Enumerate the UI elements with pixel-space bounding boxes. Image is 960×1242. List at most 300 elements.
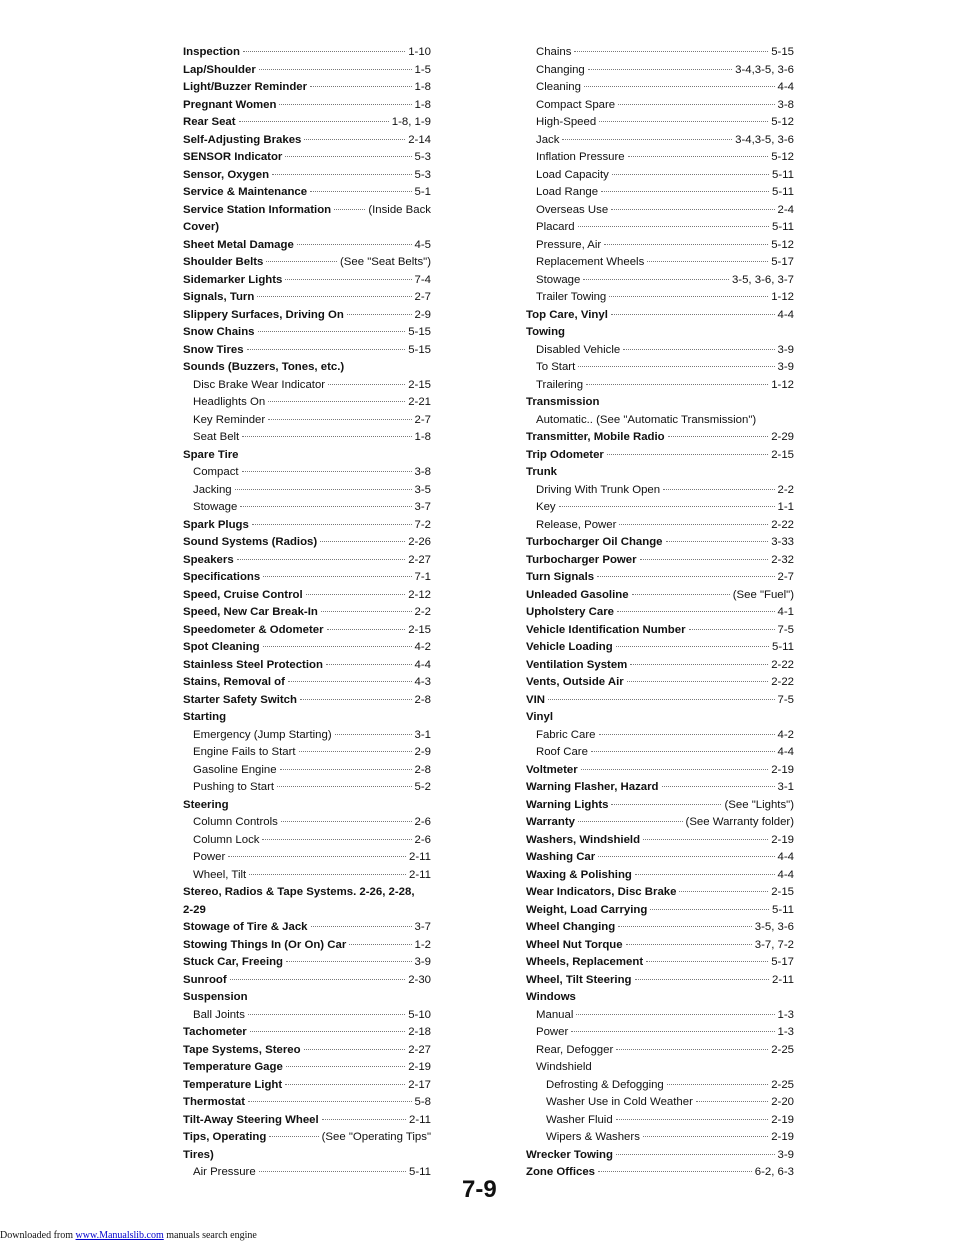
- page-reference: 2-15: [771, 886, 794, 898]
- leader-dots: [586, 384, 768, 385]
- index-term: Sounds (Buzzers, Tones, etc.): [183, 361, 345, 373]
- index-entry: [526, 674, 794, 692]
- leader-dots: [268, 401, 405, 402]
- index-term: Top Care, Vinyl: [526, 308, 608, 321]
- page-reference: 5-11: [772, 221, 794, 233]
- page-reference: 3-1: [777, 781, 794, 793]
- index-term: Compact Spare: [536, 98, 616, 111]
- leader-dots: [611, 804, 721, 805]
- page-reference: 5-1: [414, 186, 431, 198]
- leader-dots: [562, 139, 732, 140]
- leader-dots: [327, 629, 406, 630]
- page-reference: 3-9: [777, 343, 794, 356]
- page-reference: 2-11: [409, 868, 431, 881]
- index-entry: [526, 394, 794, 412]
- page-reference: 2-15: [408, 623, 431, 636]
- index-term: Wheel, Tilt Steering: [526, 973, 632, 986]
- page-reference: 4-4: [777, 851, 794, 863]
- index-term: Towing: [526, 326, 566, 338]
- index-term: Wrecker Towing: [526, 1148, 613, 1161]
- index-term: Signals, Turn: [183, 291, 255, 303]
- index-term: Sunroof: [183, 973, 227, 986]
- index-entry: [526, 569, 794, 587]
- page-reference: 7-2: [414, 518, 431, 531]
- page-reference: 4-3: [414, 676, 431, 688]
- leader-dots: [322, 1119, 406, 1120]
- index-entry: [183, 132, 431, 150]
- page-reference: 2-8: [414, 763, 431, 776]
- index-term: Tires): [183, 1148, 214, 1161]
- page-reference: 5-11: [409, 1166, 431, 1178]
- leader-dots: [310, 191, 411, 192]
- page-reference: 2-19: [771, 763, 794, 776]
- leader-dots: [320, 541, 405, 542]
- index-entry: [183, 639, 431, 657]
- page-reference: 2-11: [409, 851, 431, 863]
- index-entry: [183, 1042, 431, 1060]
- leader-dots: [243, 51, 405, 52]
- index-entry: [183, 727, 431, 745]
- index-term: Stowage: [536, 273, 581, 286]
- page-reference: 2-8: [414, 693, 431, 706]
- leader-dots: [635, 874, 775, 875]
- index-term: Spark Plugs: [183, 518, 249, 531]
- index-entry: [526, 219, 794, 237]
- index-entry: [526, 307, 794, 325]
- index-term: Light/Buzzer Reminder: [183, 81, 308, 93]
- index-term: Lap/Shoulder: [183, 63, 256, 76]
- page-reference: 2-19: [408, 1061, 431, 1073]
- leader-dots: [228, 856, 406, 857]
- index-entry: [183, 97, 431, 115]
- leader-dots: [247, 349, 406, 350]
- page-reference: 5-3: [414, 151, 431, 163]
- index-term: Wear Indicators, Disc Brake: [526, 886, 677, 898]
- index-term: Key Reminder: [193, 413, 266, 426]
- index-term: 2-29: [183, 903, 206, 916]
- page-reference: 2-11: [409, 1113, 431, 1126]
- index-term: Chains: [536, 46, 572, 58]
- page-reference: (See "Fuel"): [732, 588, 794, 601]
- index-entry: [183, 1077, 431, 1095]
- index-term: Load Capacity: [536, 168, 609, 181]
- index-entry: [183, 937, 431, 955]
- page-reference: 1-2: [414, 938, 431, 951]
- leader-dots: [259, 69, 412, 70]
- index-term: Release, Power: [536, 518, 617, 531]
- index-entry: [526, 902, 794, 920]
- leader-dots: [263, 576, 411, 577]
- leader-dots: [230, 979, 406, 980]
- leader-dots: [548, 699, 775, 700]
- index-entry: [183, 307, 431, 325]
- index-term: Slippery Surfaces, Driving On: [183, 308, 344, 321]
- page-reference: 3-5: [414, 483, 431, 496]
- index-term: Rear, Defogger: [536, 1043, 614, 1056]
- index-term: Sensor, Oxygen: [183, 168, 270, 181]
- index-entry: [183, 482, 431, 500]
- page-reference: 5-12: [771, 151, 794, 163]
- index-term: Pregnant Women: [183, 98, 277, 111]
- footer-suffix: manuals search engine: [163, 1230, 257, 1241]
- index-entry: [526, 867, 794, 885]
- index-entry: [183, 884, 431, 902]
- leader-dots: [583, 279, 729, 280]
- page-reference: 4-4: [414, 658, 431, 671]
- index-entry: [526, 1094, 794, 1112]
- leader-dots: [623, 349, 774, 350]
- page-reference: 5-11: [772, 903, 794, 916]
- leader-dots: [311, 926, 412, 927]
- index-entry: [526, 587, 794, 605]
- index-entry: [183, 587, 431, 605]
- index-entry: [526, 184, 794, 202]
- index-term: Driving With Trunk Open: [536, 483, 661, 496]
- leader-dots: [240, 506, 411, 507]
- index-term: Wipers & Washers: [546, 1131, 640, 1143]
- footer-prefix: Downloaded from: [0, 1230, 76, 1241]
- index-entry: [183, 429, 431, 447]
- leader-dots: [304, 139, 405, 140]
- leader-dots: [599, 121, 768, 122]
- index-term: Jack: [536, 133, 560, 146]
- page-reference: 3-7, 7-2: [754, 938, 794, 951]
- index-entry: [183, 972, 431, 990]
- index-term: Sidemarker Lights: [183, 273, 283, 286]
- index-entry: [526, 237, 794, 255]
- page-reference: 1-10: [408, 46, 431, 58]
- leader-dots: [285, 1084, 405, 1085]
- leader-dots: [612, 174, 769, 175]
- index-entry: [526, 149, 794, 167]
- index-entry: [183, 412, 431, 430]
- index-term: Spare Tire: [183, 448, 239, 461]
- index-term: Transmission: [526, 396, 600, 408]
- index-entry: [183, 534, 431, 552]
- page-reference: 2-27: [408, 1043, 431, 1056]
- index-term: Transmitter, Mobile Radio: [526, 431, 665, 443]
- page-reference: 5-3: [414, 168, 431, 181]
- index-term: Turbocharger Oil Change: [526, 536, 663, 548]
- page-reference: 5-2: [414, 781, 431, 793]
- leader-dots: [581, 769, 768, 770]
- page-reference: 4-2: [777, 728, 794, 741]
- leader-dots: [306, 594, 406, 595]
- index-term: Windows: [526, 991, 576, 1003]
- index-entry: [526, 604, 794, 622]
- leader-dots: [328, 384, 405, 385]
- index-term: Starter Safety Switch: [183, 693, 297, 706]
- leader-dots: [616, 646, 769, 647]
- index-term: Washer Use in Cold Weather: [546, 1096, 693, 1108]
- index-term: Turbocharger Power: [526, 553, 637, 566]
- index-entry: [526, 499, 794, 517]
- index-entry: [526, 377, 794, 395]
- index-entry: [183, 202, 431, 220]
- index-term: Zone Offices: [526, 1166, 595, 1178]
- page-reference: 2-2: [777, 483, 794, 496]
- page-reference: 4-4: [777, 868, 794, 881]
- index-entry: [183, 114, 431, 132]
- leader-dots: [607, 454, 768, 455]
- leader-dots: [609, 296, 768, 297]
- page-reference: 3-8: [414, 466, 431, 478]
- leader-dots: [588, 69, 732, 70]
- leader-dots: [604, 244, 768, 245]
- index-term: VIN: [526, 693, 545, 706]
- index-entry: [183, 394, 431, 412]
- index-term: Defrosting & Defogging: [546, 1078, 664, 1091]
- leader-dots: [616, 1049, 768, 1050]
- page-reference: 2-19: [771, 1131, 794, 1143]
- index-entry: [526, 727, 794, 745]
- index-entry: [526, 814, 794, 832]
- index-entry: [526, 202, 794, 220]
- leader-dots: [250, 1031, 405, 1032]
- index-entry: [183, 692, 431, 710]
- leader-dots: [597, 576, 774, 577]
- page-reference: 2-17: [408, 1078, 431, 1091]
- index-term: Jacking: [193, 483, 232, 496]
- page-reference: 2-12: [408, 588, 431, 601]
- index-entry: [183, 167, 431, 185]
- page-reference: 2-19: [771, 833, 794, 846]
- page-reference: 3-9: [777, 361, 794, 373]
- leader-dots: [571, 1031, 774, 1032]
- index-entry: [183, 657, 431, 675]
- leader-dots: [578, 226, 769, 227]
- leader-dots: [601, 191, 769, 192]
- index-entry: [526, 762, 794, 780]
- leader-dots: [696, 1101, 768, 1102]
- page-reference: 1-8: [414, 431, 431, 443]
- page-reference: 2-25: [771, 1078, 794, 1091]
- page-reference: 4-4: [777, 81, 794, 93]
- page-reference: 1-8: [414, 98, 431, 111]
- index-term: Weight, Load Carrying: [526, 903, 648, 916]
- page-reference: 5-15: [408, 343, 431, 356]
- index-entry: [526, 552, 794, 570]
- page-reference: 1-8, 1-9: [391, 116, 431, 128]
- index-term: Gasoline Engine: [193, 763, 277, 776]
- leader-dots: [266, 261, 337, 262]
- index-entry: [526, 657, 794, 675]
- index-term: Snow Chains: [183, 326, 255, 338]
- leader-dots: [662, 786, 775, 787]
- page-reference: 5-17: [771, 256, 794, 268]
- page-reference: 3-5, 3-6, 3-7: [731, 273, 794, 286]
- leader-dots: [616, 1154, 775, 1155]
- leader-dots: [299, 751, 412, 752]
- page-reference: 2-6: [414, 816, 431, 828]
- index-term: Wheel, Tilt: [193, 868, 247, 881]
- index-entry: [183, 324, 431, 342]
- index-entry: [183, 447, 431, 465]
- page-reference: 5-15: [771, 46, 794, 58]
- leader-dots: [598, 856, 774, 857]
- index-entry: [183, 1112, 431, 1130]
- leader-dots: [248, 1101, 412, 1102]
- index-entry: [526, 62, 794, 80]
- index-entry: [526, 464, 794, 482]
- index-term: Stainless Steel Protection: [183, 658, 323, 671]
- index-entry: [183, 919, 431, 937]
- page-reference: 2-21: [408, 396, 431, 408]
- index-term: High-Speed: [536, 116, 597, 128]
- index-entry: [183, 902, 431, 920]
- page-reference: 4-4: [777, 308, 794, 321]
- index-entry: [183, 1059, 431, 1077]
- page-reference: 3-1: [414, 728, 431, 741]
- leader-dots: [576, 1014, 774, 1015]
- index-term: Disabled Vehicle: [536, 343, 621, 356]
- index-entry: [183, 62, 431, 80]
- leader-dots: [268, 419, 411, 420]
- index-term: Tape Systems, Stereo: [183, 1043, 301, 1056]
- leader-dots: [263, 646, 412, 647]
- index-entry: [183, 674, 431, 692]
- index-term: Power: [536, 1026, 569, 1038]
- page-reference: 4-5: [414, 238, 431, 251]
- index-term: Ventilation System: [526, 658, 628, 671]
- index-term: Inspection: [183, 46, 240, 58]
- index-term: Stowage: [193, 501, 238, 513]
- page-reference: 2-25: [771, 1043, 794, 1056]
- leader-dots: [628, 156, 769, 157]
- leader-dots: [321, 611, 412, 612]
- page-reference: 5-17: [771, 956, 794, 968]
- leader-dots: [599, 734, 775, 735]
- index-entry: [526, 779, 794, 797]
- index-entry: [183, 1147, 431, 1165]
- leader-dots: [668, 436, 769, 437]
- index-term: Washer Fluid: [546, 1113, 613, 1126]
- page-reference: 5-10: [408, 1008, 431, 1021]
- leader-dots: [349, 944, 411, 945]
- leader-dots: [334, 209, 365, 210]
- index-entry: [183, 464, 431, 482]
- page-reference: 3-4,3-5, 3-6: [735, 133, 794, 146]
- index-entry: [526, 272, 794, 290]
- page-reference: 1-3: [777, 1008, 794, 1021]
- leader-dots: [598, 1171, 752, 1172]
- page-reference: 3-8: [777, 98, 794, 111]
- index-term: Shoulder Belts: [183, 256, 264, 268]
- index-term: Headlights On: [193, 396, 266, 408]
- index-entry: [526, 97, 794, 115]
- index-entry: [526, 412, 794, 430]
- index-entry: [183, 44, 431, 62]
- index-entry: [183, 79, 431, 97]
- index-term: Suspension: [183, 991, 248, 1003]
- page-reference: 7-1: [414, 571, 431, 583]
- index-term: Speed, New Car Break-In: [183, 606, 318, 618]
- page-reference: 3-4,3-5, 3-6: [735, 63, 794, 76]
- page-reference: (Inside Back: [368, 203, 431, 216]
- index-entry: [526, 832, 794, 850]
- page-reference: 1-8: [414, 81, 431, 93]
- leader-dots: [632, 594, 730, 595]
- leader-dots: [647, 261, 768, 262]
- index-term: Tips, Operating: [183, 1131, 267, 1143]
- index-term: Vehicle Loading: [526, 641, 613, 653]
- index-entry: [526, 1112, 794, 1130]
- page-reference: 4-1: [777, 606, 794, 618]
- leader-dots: [286, 1066, 405, 1067]
- leader-dots: [242, 436, 411, 437]
- index-term: Vents, Outside Air: [526, 676, 624, 688]
- index-term: Stuck Car, Freeing: [183, 956, 284, 968]
- index-entry: [526, 44, 794, 62]
- index-term: Vehicle Identification Number: [526, 623, 686, 636]
- index-entry: [183, 867, 431, 885]
- index-term: Speakers: [183, 553, 234, 566]
- page-reference: (See "Operating Tips": [321, 1131, 431, 1143]
- index-term: Stowage of Tire & Jack: [183, 921, 308, 933]
- page-reference: 7-5: [777, 693, 794, 706]
- index-entry: [183, 1164, 431, 1182]
- index-term: Manual: [536, 1008, 574, 1021]
- index-term: Thermostat: [183, 1096, 246, 1108]
- index-term: Automatic.. (See "Automatic Transmission"): [536, 413, 757, 426]
- index-entry: [183, 954, 431, 972]
- page-reference: 6-2, 6-3: [754, 1166, 794, 1178]
- leader-dots: [269, 1136, 318, 1137]
- leader-dots: [626, 944, 752, 945]
- leader-dots: [288, 681, 412, 682]
- page-reference: 2-9: [414, 308, 431, 321]
- page-reference: 3-5, 3-6: [754, 921, 794, 933]
- index-term: Waxing & Polishing: [526, 868, 632, 881]
- index-entry: [526, 534, 794, 552]
- index-entry: [183, 779, 431, 797]
- index-term: Pushing to Start: [193, 781, 275, 793]
- index-term: Warranty: [526, 816, 575, 828]
- index-term: Key: [536, 501, 556, 513]
- index-term: Seat Belt: [193, 431, 240, 443]
- index-term: Tachometer: [183, 1026, 247, 1038]
- leader-dots: [248, 1014, 405, 1015]
- index-term: Cover): [183, 221, 220, 233]
- page-reference: (See "Lights"): [724, 798, 794, 811]
- index-term: To Start: [536, 361, 576, 373]
- leader-dots: [616, 1119, 769, 1120]
- index-entry: [183, 849, 431, 867]
- index-term: Wheels, Replacement: [526, 956, 644, 968]
- index-entry: [526, 797, 794, 815]
- manualslib-link[interactable]: www.Manualslib.com: [75, 1230, 164, 1241]
- leader-dots: [611, 314, 775, 315]
- leader-dots: [310, 86, 411, 87]
- index-column-left: [183, 44, 431, 1182]
- index-entry: [183, 237, 431, 255]
- index-entry: [526, 1164, 794, 1182]
- page-reference: 5-12: [771, 238, 794, 251]
- index-entry: [526, 359, 794, 377]
- index-term: Unleaded Gasoline: [526, 588, 629, 601]
- page-reference: 1-12: [771, 378, 794, 391]
- leader-dots: [252, 524, 412, 525]
- index-entry: [526, 954, 794, 972]
- index-entry: [183, 254, 431, 272]
- index-term: Changing: [536, 63, 585, 76]
- index-term: Overseas Use: [536, 203, 609, 216]
- page-reference: 2-2: [414, 606, 431, 618]
- page-reference: (See "Seat Belts"): [339, 256, 431, 268]
- index-entry: [526, 1059, 794, 1077]
- index-entry: [183, 359, 431, 377]
- page-reference: 1-12: [771, 291, 794, 303]
